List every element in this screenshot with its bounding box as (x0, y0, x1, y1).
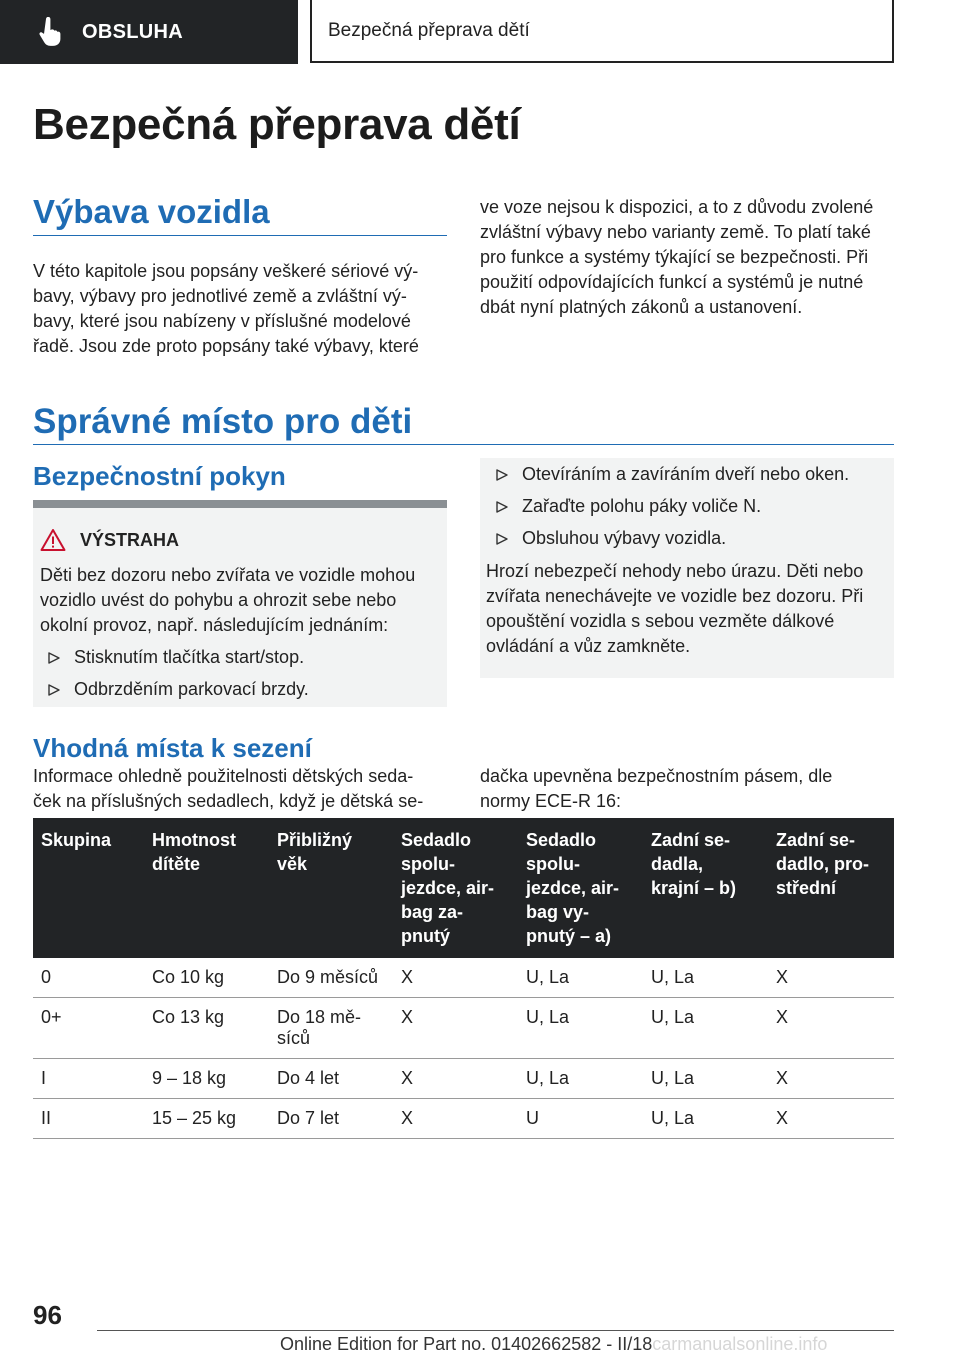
table-cell (643, 1059, 768, 1099)
header-line: jezdce, air- (401, 878, 495, 898)
vhodna-heading: Vhodná místa k sezení (33, 733, 312, 763)
cell-line: Do 18 mě- (277, 1007, 362, 1027)
header-line: Skupina (41, 830, 112, 850)
chapter-title: Bezpečná přeprava dětí (328, 19, 530, 41)
table-cell (643, 958, 768, 998)
cell-line: U, La (526, 967, 570, 987)
cell-line: 9 – 18 kg (152, 1068, 227, 1088)
table-cell (144, 1099, 269, 1139)
cell-line: X (776, 1108, 789, 1128)
cell-line: síců (277, 1028, 311, 1048)
cell-line: Do 7 let (277, 1108, 340, 1128)
section-tab (0, 0, 298, 64)
text-line: zvláštní výbavy nebo varianty země. To platí také (480, 222, 871, 242)
table-row (33, 998, 894, 1059)
table-cell (643, 998, 768, 1059)
heading-rule (33, 235, 447, 236)
header-line: jezdce, air- (526, 878, 620, 898)
column-header (768, 818, 894, 958)
cell-line: U, La (651, 1007, 695, 1027)
text-line: okolní provoz, např. následujícím jednáním: (40, 615, 389, 635)
table-cell (518, 1059, 643, 1099)
list-item (47, 647, 304, 668)
list-item-text: Obsluhou výbavy vozidla. (522, 528, 727, 548)
text-line: použití odpovídajících funkcí a systémů je nutné (480, 272, 864, 292)
page-title: Bezpečná přeprava dětí (33, 100, 521, 149)
text-line: Informace ohledně použitelnosti dětských seda- (33, 766, 414, 786)
text-line: zvířata nenechávejte ve vozidle bez dozoru. Při (486, 586, 864, 606)
cell-line: X (401, 1068, 414, 1088)
table-row (33, 1059, 894, 1099)
text-line: V této kapitole jsou popsány veškeré sériové vý- (33, 261, 419, 281)
table-body (33, 958, 894, 1139)
column-header (144, 818, 269, 958)
hand-pointer-icon (38, 17, 64, 47)
table-row (33, 1099, 894, 1139)
header-line: dadlo, pro- (776, 854, 869, 874)
vybava-left-text (33, 259, 453, 359)
cell-line: X (776, 1007, 789, 1027)
cell-line: 15 – 25 kg (152, 1108, 237, 1128)
cell-line: X (401, 967, 414, 987)
text-line: dbát nyní platných zákonů a ustanovení. (480, 297, 803, 317)
warning-title-row (40, 528, 179, 552)
table-cell (768, 1099, 894, 1139)
table-row (33, 958, 894, 998)
cell-line: 0+ (41, 1007, 62, 1027)
heading-rule-wide (33, 444, 894, 445)
safety-heading: Bezpečnostní pokyn (33, 461, 286, 491)
bullet-triangle-icon (495, 532, 509, 546)
cell-line: U, La (651, 1068, 695, 1088)
table-cell (269, 998, 393, 1059)
list-item-text: Otevíráním a zavíráním dveří nebo oken. (522, 464, 850, 484)
cell-line: U, La (526, 1007, 570, 1027)
bullet-triangle-icon (47, 651, 61, 665)
bullet-triangle-icon (495, 500, 509, 514)
table-cell (33, 1059, 144, 1099)
header-line: bag za- (401, 902, 464, 922)
header-line: Zadní se- (651, 830, 731, 850)
header-line: Přibližný (277, 830, 353, 850)
header-line: pnutý – a) (526, 926, 612, 946)
cell-line: U, La (651, 1108, 695, 1128)
text-line: normy ECE-R 16: (480, 791, 622, 811)
header-line: Hmotnost (152, 830, 236, 850)
vybava-heading: Výbava vozidla (33, 193, 270, 230)
table-cell (393, 958, 518, 998)
cell-line: U, La (526, 1068, 570, 1088)
text-line: Děti bez dozoru nebo zvířata ve vozidle mohou (40, 565, 416, 585)
text-line: ve voze nejsou k dispozici, a to z důvodu zvolené (480, 197, 874, 217)
table-cell (33, 998, 144, 1059)
column-header (33, 818, 144, 958)
table-cell (518, 1099, 643, 1139)
text-line: Hrozí nebezpečí nehody nebo úrazu. Děti nebo (486, 561, 864, 581)
warning-triangle-icon (40, 528, 66, 552)
text-line: dačka upevněna bezpečnostním pásem, dle (480, 766, 833, 786)
header-line: spolu- (526, 854, 580, 874)
page-number: 96 (33, 1300, 62, 1330)
cell-line: I (41, 1068, 47, 1088)
cell-line: II (41, 1108, 52, 1128)
cell-line: X (776, 967, 789, 987)
table-cell (33, 1099, 144, 1139)
vhodna-right-text (480, 764, 900, 814)
chapter-tab (310, 0, 894, 63)
list-item (495, 496, 761, 517)
text-line: vozidlo uvést do pohybu a ohrozit sebe nebo (40, 590, 397, 610)
column-header (643, 818, 768, 958)
cell-line: Co 10 kg (152, 967, 225, 987)
text-line: ček na příslušných sedadlech, když je dětská se- (33, 791, 424, 811)
column-header (393, 818, 518, 958)
table-cell (269, 1059, 393, 1099)
header-line: spolu- (401, 854, 455, 874)
vybava-right-text (480, 195, 900, 320)
warning-conclusion (486, 559, 891, 659)
text-line: řadě. Jsou zde proto popsány také výbavy, které (33, 336, 419, 356)
watermark: carmanualsonline.info (652, 1334, 828, 1354)
edition-text: Online Edition for Part no. 01402662582 - II/18 (280, 1334, 653, 1354)
vhodna-left-text (33, 764, 453, 814)
header-line: pnutý (401, 926, 450, 946)
list-item-text: Zařaďte polohu páky voliče N. (522, 496, 762, 516)
table-cell (144, 1059, 269, 1099)
seating-table (33, 818, 894, 1139)
table-cell (768, 998, 894, 1059)
section-label: OBSLUHA (82, 20, 183, 43)
table-cell (393, 1099, 518, 1139)
list-item (47, 679, 309, 700)
header-line: Sedadlo (401, 830, 472, 850)
spravne-heading: Správné místo pro děti (33, 402, 413, 441)
header-line: střední (776, 878, 837, 898)
table-cell (643, 1099, 768, 1139)
table-cell (393, 1059, 518, 1099)
table-cell (144, 958, 269, 998)
table-cell (768, 1059, 894, 1099)
bullet-triangle-icon (47, 683, 61, 697)
table-cell (393, 998, 518, 1059)
text-line: bavy, které jsou nabízeny v příslušné modelové (33, 311, 411, 331)
cell-line: X (776, 1068, 789, 1088)
table-cell (269, 958, 393, 998)
table-cell (269, 1099, 393, 1139)
header-line: Sedadlo (526, 830, 597, 850)
text-line: pro funkce a systémy týkající se bezpečnosti. Při (480, 247, 869, 267)
header-line: věk (277, 854, 308, 874)
warning-text (40, 563, 450, 638)
cell-line: Co 13 kg (152, 1007, 225, 1027)
cell-line: U (526, 1108, 539, 1128)
header-line: dadla, (651, 854, 704, 874)
cell-line: 0 (41, 967, 52, 987)
table-cell (518, 998, 643, 1059)
cell-line: X (401, 1108, 414, 1128)
list-item-text: Odbrzděním parkovací brzdy. (74, 679, 309, 699)
column-header (518, 818, 643, 958)
list-item (495, 464, 849, 485)
table-cell (144, 998, 269, 1059)
list-item-text: Stisknutím tlačítka start/stop. (74, 647, 305, 667)
warning-title: VÝSTRAHA (80, 529, 180, 550)
footer-rule (97, 1330, 894, 1331)
list-item (495, 528, 726, 549)
table-cell (768, 958, 894, 998)
text-line: opouštění vozidla s sebou vezměte dálkové (486, 611, 835, 631)
column-header (269, 818, 393, 958)
table-cell (33, 958, 144, 998)
table-cell (518, 958, 643, 998)
header-line: bag vy- (526, 902, 590, 922)
bullet-triangle-icon (495, 468, 509, 482)
header-line: Zadní se- (776, 830, 856, 850)
text-line: ovládání a vůz zamkněte. (486, 636, 691, 656)
table-header-row (33, 818, 894, 958)
cell-line: Do 9 měsíců (277, 967, 379, 987)
header-line: krajní – b) (651, 878, 737, 898)
text-line: bavy, výbavy pro jednotlivé země a zvláštní vý- (33, 286, 407, 306)
header-line: dítěte (152, 854, 201, 874)
warning-bar (33, 500, 447, 508)
cell-line: U, La (651, 967, 695, 987)
cell-line: Do 4 let (277, 1068, 340, 1088)
footer-text (280, 1334, 827, 1355)
cell-line: X (401, 1007, 414, 1027)
